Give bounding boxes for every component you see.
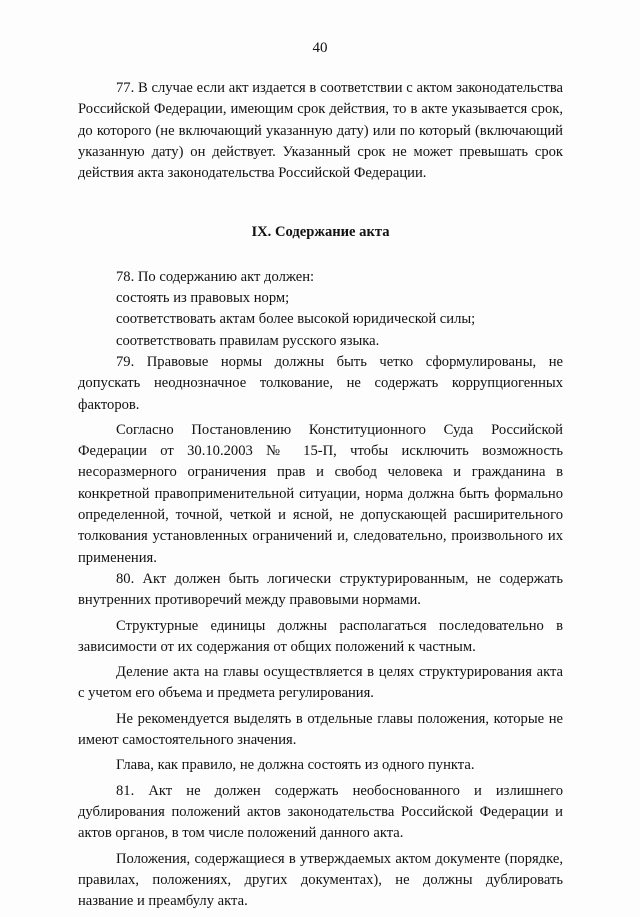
paragraph-80-not-recommended: Не рекомендуется выделять в отдельные главы положения, которые не имеют самостоятельного значения. (78, 710, 563, 749)
paragraph-78-item-b: соответствовать актам более высокой юридической силы; (116, 311, 476, 328)
section-heading: IX. Содержание акта (251, 224, 390, 241)
paragraph-80-structural-units: Структурные единицы должны располагаться последовательно в зависимости от их содержания от общих положений к частным. (78, 617, 563, 655)
paragraph-80: 80. Акт должен быть логически структурированным, не содержать внутренних противоречий между правовыми нормами. (78, 570, 563, 609)
paragraph-77: 77. В случае если акт издается в соответствии с актом законодательства Российской Федерации, имеющим срок действия, то в акте указывается срок, до которого (не включающий указанную дату) или по который (включающий указанную дату) он действует. Указанный срок не может превышать срок действия акта законодательства Российской Федерации. (78, 80, 563, 182)
paragraph-79: 79. Правовые нормы должны быть четко сформулированы, не допускать неоднозначное толкование, не содержать коррупциогенных факторов. (78, 353, 563, 413)
page-number: 40 (312, 40, 328, 56)
paragraph-78: 78. По содержанию акт должен: (116, 268, 315, 285)
paragraph-79-constitutional-court: Согласно Постановлению Конституционного Суда Российской Федерации от 30.10.2003 № 15-П, чтобы исключить возможность несоразмерного ограничения прав и свобод человека и гражданина в конкретной правоприменительной ситуации, норма должна быть формально определенной, точной, четкой и ясной, не допускающей расширительного толкования установленных ограничений и, следовательно, произвольного их применения. (78, 421, 563, 566)
paragraph-80-one-point: Глава, как правило, не должна состоять из одного пункта. (116, 757, 475, 774)
page-body (78, 78, 563, 912)
paragraph-78-item-c: соответствовать правилам русского языка. (116, 332, 380, 349)
paragraph-78-item-a: состоять из правовых норм; (116, 290, 290, 307)
paragraph-81: 81. Акт не должен содержать необоснованного и излишнего дублирования положений актов законодательства Российской Федерации и актов органов, в том числе положений данного акта. (78, 782, 563, 842)
paragraph-81-documents: Положения, содержащиеся в утверждаемых актом документе (порядке, правилах, положениях, других документах), не должны дублировать название и преамбулу акта. (78, 850, 563, 910)
paragraph-80-chapters: Деление акта на главы осуществляется в целях структурирования акта с учетом его объема и предмета регулирования. (78, 664, 563, 702)
